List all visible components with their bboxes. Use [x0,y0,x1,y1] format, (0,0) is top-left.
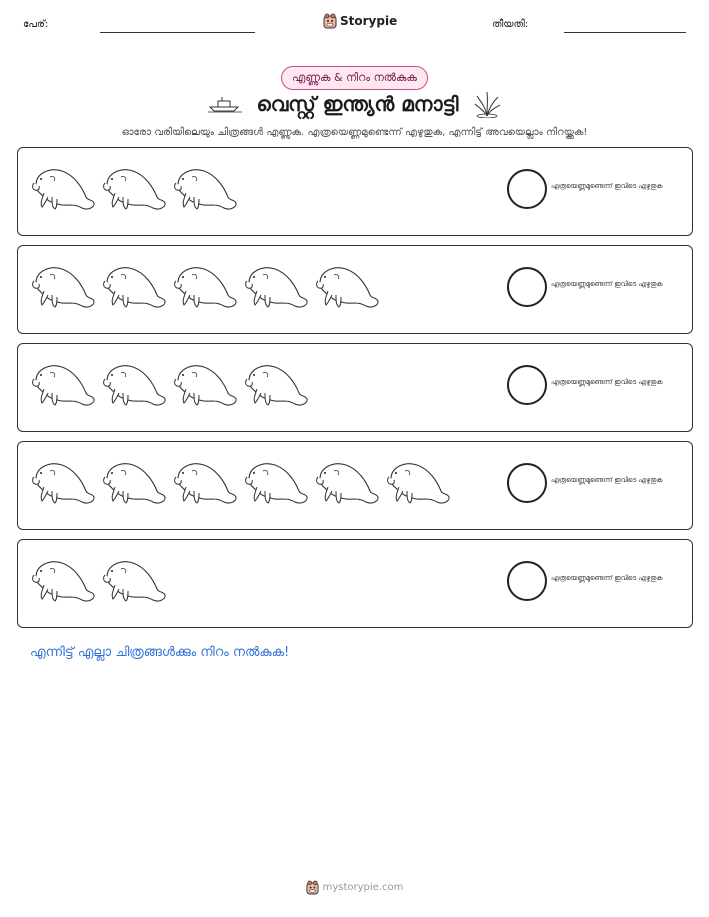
answer-circle[interactable] [507,463,547,503]
site-url: mystorypie.com [322,882,404,893]
answer-circle[interactable] [507,267,547,307]
answer-hint: എത്രയെണ്ണമുണ്ടെന്ന് ഇവിടെ എഴുതുക [551,476,663,484]
manatee-icon [101,359,167,409]
name-field[interactable] [100,32,255,33]
manatee-icon [314,261,380,311]
answer-circle[interactable] [507,561,547,601]
answer-hint: എത്രയെണ്ണമുണ്ടെന്ന് ഇവിടെ എഴുതുക [551,280,663,288]
manatee-icon [385,457,451,507]
footer-note: എന്നിട്ട് എല്ലാ ചിത്രങ്ങൾക്കും നിറം നൽകുക! [30,645,290,660]
manatee-icon [101,163,167,213]
seagrass-icon [473,90,501,118]
answer-circle[interactable] [507,169,547,209]
manatee-icon [30,359,96,409]
manatee-icon [172,261,238,311]
answer-hint: എത്രയെണ്ണമുണ്ടെന്ന് ഇവിടെ എഴുതുക [551,378,663,386]
manatee-icon [30,261,96,311]
counting-row [17,441,693,530]
manatee-icon [101,457,167,507]
storypie-logo-icon [323,13,337,29]
storypie-logo-icon [306,880,319,895]
counting-row [17,245,693,334]
instructions: ഓരോ വരിയിലെയും ചിത്രങ്ങൾ എണ്ണുക. എത്രയെണ്ണമുണ്ടെന്ന് എഴുതുക, എന്നിട്ട് അവയെല്ലാം നിറയ്ക്കുക! [121,127,588,138]
manatee-icon [172,457,238,507]
boat-icon [208,95,242,113]
activity-badge: എണ്ണുക & നിറം നൽകുക [281,66,428,90]
site-footer [306,880,404,895]
manatee-icon [101,261,167,311]
date-label: തീയതി: [492,19,529,30]
manatee-icon [172,163,238,213]
manatee-icon [101,555,167,605]
answer-hint: എത്രയെണ്ണമുണ്ടെന്ന് ഇവിടെ എഴുതുക [551,574,663,582]
manatee-icon [172,359,238,409]
answer-hint: എത്രയെണ്ണമുണ്ടെന്ന് ഇവിടെ എഴുതുക [551,182,663,190]
brand [323,13,397,29]
page-title: വെസ്റ്റ് ഇന്ത്യൻ മനാട്ടി [256,92,459,116]
manatee-icon [30,163,96,213]
manatee-icon [243,457,309,507]
counting-row [17,147,693,236]
counting-row [17,539,693,628]
brand-name: Storypie [340,14,398,28]
answer-circle[interactable] [507,365,547,405]
manatee-icon [243,261,309,311]
manatee-icon [243,359,309,409]
name-label: പേര്: [23,19,49,30]
date-field[interactable] [564,32,686,33]
manatee-icon [314,457,380,507]
manatee-icon [30,555,96,605]
manatee-icon [30,457,96,507]
counting-row [17,343,693,432]
